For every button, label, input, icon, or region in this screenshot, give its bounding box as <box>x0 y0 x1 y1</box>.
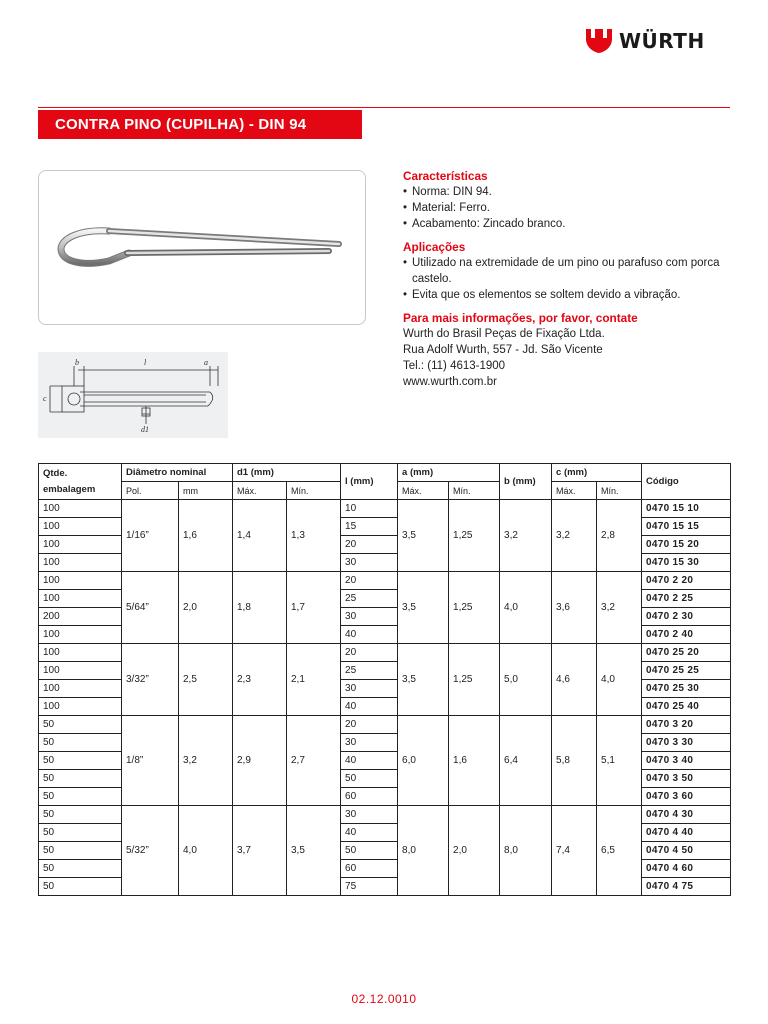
header-l: l (mm) <box>341 464 398 500</box>
table-row <box>39 716 731 734</box>
dim-label-c: c <box>43 394 47 403</box>
cell-c-min: 2,8 <box>597 500 642 572</box>
cell-qtde: 100 <box>39 590 122 608</box>
cell-qtde: 100 <box>39 572 122 590</box>
subheader-a-min: Mín. <box>449 482 500 500</box>
cell-codigo: 0470 15 30 <box>642 554 731 572</box>
spec-table <box>38 463 731 896</box>
cell-qtde: 100 <box>39 554 122 572</box>
cell-pol: 5/32” <box>122 806 179 896</box>
cell-codigo: 0470 25 20 <box>642 644 731 662</box>
cell-l: 20 <box>341 716 398 734</box>
cell-a-max: 3,5 <box>398 572 449 644</box>
cell-qtde: 200 <box>39 608 122 626</box>
cell-qtde: 100 <box>39 518 122 536</box>
cell-codigo: 0470 3 30 <box>642 734 731 752</box>
cell-c-min: 5,1 <box>597 716 642 806</box>
cell-l: 40 <box>341 752 398 770</box>
cell-mm: 3,2 <box>179 716 233 806</box>
dim-label-b: b <box>75 358 79 367</box>
cell-codigo: 0470 4 30 <box>642 806 731 824</box>
cell-pol: 1/8” <box>122 716 179 806</box>
cell-l: 40 <box>341 824 398 842</box>
cell-mm: 4,0 <box>179 806 233 896</box>
cell-codigo: 0470 3 60 <box>642 788 731 806</box>
cell-qtde: 50 <box>39 878 122 896</box>
cell-codigo: 0470 15 10 <box>642 500 731 518</box>
cell-l: 30 <box>341 734 398 752</box>
cell-codigo: 0470 25 30 <box>642 680 731 698</box>
contato-company: Wurth do Brasil Peças de Fixação Ltda. <box>403 328 605 340</box>
list-item: • Utilizado na extremidade de um pino ou parafuso com porca castelo. <box>403 255 733 287</box>
header-d1: d1 (mm) <box>233 464 341 482</box>
cell-codigo: 0470 4 60 <box>642 860 731 878</box>
cell-codigo: 0470 4 75 <box>642 878 731 896</box>
cell-l: 15 <box>341 518 398 536</box>
brand-name: WÜRTH <box>619 29 705 53</box>
cell-d1-max: 3,7 <box>233 806 287 896</box>
spec-table-body <box>39 500 731 896</box>
cell-d1-min: 2,7 <box>287 716 341 806</box>
cell-l: 60 <box>341 860 398 878</box>
cell-c-min: 4,0 <box>597 644 642 716</box>
dim-label-l: l <box>144 358 147 367</box>
cell-codigo: 0470 3 40 <box>642 752 731 770</box>
cell-c-min: 6,5 <box>597 806 642 896</box>
cell-codigo: 0470 25 40 <box>642 698 731 716</box>
info-panel <box>403 168 733 390</box>
aplicacoes-heading: Aplicações <box>403 240 466 254</box>
header-a: a (mm) <box>398 464 500 482</box>
cell-d1-max: 2,9 <box>233 716 287 806</box>
table-row <box>39 500 731 518</box>
table-header-row <box>39 464 731 482</box>
cell-a-max: 3,5 <box>398 500 449 572</box>
title-rule <box>38 107 730 108</box>
dim-label-a: a <box>204 358 208 367</box>
wurth-emblem-icon <box>585 28 613 54</box>
cell-qtde: 100 <box>39 662 122 680</box>
cell-b: 8,0 <box>500 806 552 896</box>
cell-b: 6,4 <box>500 716 552 806</box>
cell-c-max: 3,2 <box>552 500 597 572</box>
cell-d1-min: 1,7 <box>287 572 341 644</box>
cell-pol: 3/32” <box>122 644 179 716</box>
cell-mm: 2,0 <box>179 572 233 644</box>
dimension-drawing <box>38 352 228 438</box>
header-diametro: Diâmetro nominal <box>122 464 233 482</box>
cell-qtde: 100 <box>39 626 122 644</box>
wurth-logo <box>585 28 705 54</box>
cell-d1-min: 3,5 <box>287 806 341 896</box>
cell-a-max: 3,5 <box>398 644 449 716</box>
list-item: • Acabamento: Zincado branco. <box>403 216 733 232</box>
cell-l: 30 <box>341 554 398 572</box>
cell-l: 30 <box>341 608 398 626</box>
cell-qtde: 50 <box>39 734 122 752</box>
cell-codigo: 0470 15 20 <box>642 536 731 554</box>
cell-pol: 1/16” <box>122 500 179 572</box>
cell-b: 3,2 <box>500 500 552 572</box>
cell-qtde: 50 <box>39 770 122 788</box>
cell-l: 25 <box>341 662 398 680</box>
cell-d1-min: 2,1 <box>287 644 341 716</box>
cell-qtde: 100 <box>39 680 122 698</box>
cell-l: 20 <box>341 572 398 590</box>
header-qtde: Qtde. embalagem <box>39 464 122 500</box>
subheader-d1-max: Máx. <box>233 482 287 500</box>
cell-d1-max: 1,8 <box>233 572 287 644</box>
subheader-pol: Pol. <box>122 482 179 500</box>
contato-website[interactable]: www.wurth.com.br <box>403 376 497 388</box>
cell-codigo: 0470 2 20 <box>642 572 731 590</box>
cell-qtde: 50 <box>39 806 122 824</box>
cell-qtde: 100 <box>39 698 122 716</box>
cell-l: 30 <box>341 680 398 698</box>
cell-d1-max: 2,3 <box>233 644 287 716</box>
header-codigo: Código <box>642 464 731 500</box>
cell-a-min: 1,25 <box>449 572 500 644</box>
list-item: • Material: Ferro. <box>403 200 733 216</box>
cell-l: 25 <box>341 590 398 608</box>
cell-qtde: 100 <box>39 536 122 554</box>
cell-b: 4,0 <box>500 572 552 644</box>
caracteristicas-list <box>403 184 733 232</box>
cell-codigo: 0470 25 25 <box>642 662 731 680</box>
cell-qtde: 50 <box>39 824 122 842</box>
header-c: c (mm) <box>552 464 642 482</box>
cell-a-min: 1,25 <box>449 644 500 716</box>
cell-l: 60 <box>341 788 398 806</box>
cell-codigo: 0470 2 30 <box>642 608 731 626</box>
contato-heading: Para mais informações, por favor, contate <box>403 311 638 325</box>
cell-codigo: 0470 3 20 <box>642 716 731 734</box>
cell-mm: 2,5 <box>179 644 233 716</box>
cell-l: 50 <box>341 842 398 860</box>
cell-pol: 5/64” <box>122 572 179 644</box>
contato-address: Rua Adolf Wurth, 557 - Jd. São Vicente <box>403 344 603 356</box>
cell-codigo: 0470 3 50 <box>642 770 731 788</box>
cell-d1-min: 1,3 <box>287 500 341 572</box>
list-item: • Norma: DIN 94. <box>403 184 733 200</box>
subheader-a-max: Máx. <box>398 482 449 500</box>
page-title: CONTRA PINO (CUPILHA) - DIN 94 <box>38 110 362 139</box>
cotter-pin-image <box>39 171 366 325</box>
caracteristicas-heading: Características <box>403 169 488 183</box>
technical-diagram <box>38 352 228 438</box>
list-item: • Evita que os elementos se soltem devido a vibração. <box>403 287 733 303</box>
cell-qtde: 100 <box>39 644 122 662</box>
cell-qtde: 100 <box>39 500 122 518</box>
cell-a-min: 1,6 <box>449 716 500 806</box>
cell-c-max: 5,8 <box>552 716 597 806</box>
cell-l: 40 <box>341 698 398 716</box>
cell-c-max: 3,6 <box>552 572 597 644</box>
cell-qtde: 50 <box>39 752 122 770</box>
cell-mm: 1,6 <box>179 500 233 572</box>
table-row <box>39 572 731 590</box>
cell-qtde: 50 <box>39 842 122 860</box>
cell-codigo: 0470 2 40 <box>642 626 731 644</box>
cell-b: 5,0 <box>500 644 552 716</box>
subheader-mm: mm <box>179 482 233 500</box>
contato-phone: Tel.: (11) 4613-1900 <box>403 360 506 372</box>
cell-codigo: 0470 15 15 <box>642 518 731 536</box>
dim-label-d1: d1 <box>141 425 149 434</box>
cell-l: 20 <box>341 644 398 662</box>
subheader-d1-min: Mín. <box>287 482 341 500</box>
cell-codigo: 0470 2 25 <box>642 590 731 608</box>
cell-a-max: 6,0 <box>398 716 449 806</box>
cell-l: 30 <box>341 806 398 824</box>
cell-l: 50 <box>341 770 398 788</box>
cell-l: 10 <box>341 500 398 518</box>
cell-l: 40 <box>341 626 398 644</box>
cell-codigo: 0470 4 50 <box>642 842 731 860</box>
cell-a-min: 1,25 <box>449 500 500 572</box>
subheader-c-max: Máx. <box>552 482 597 500</box>
aplicacoes-list <box>403 255 733 303</box>
cell-a-max: 8,0 <box>398 806 449 896</box>
cell-d1-max: 1,4 <box>233 500 287 572</box>
cell-qtde: 50 <box>39 788 122 806</box>
table-row <box>39 806 731 824</box>
cell-c-max: 4,6 <box>552 644 597 716</box>
cell-c-max: 7,4 <box>552 806 597 896</box>
table-row <box>39 644 731 662</box>
cell-qtde: 50 <box>39 716 122 734</box>
cell-l: 75 <box>341 878 398 896</box>
footer-date: 02.12.0010 <box>351 992 417 1006</box>
cell-codigo: 0470 4 40 <box>642 824 731 842</box>
product-photo <box>38 170 366 325</box>
subheader-c-min: Mín. <box>597 482 642 500</box>
cell-qtde: 50 <box>39 860 122 878</box>
header-b: b (mm) <box>500 464 552 500</box>
cell-l: 20 <box>341 536 398 554</box>
cell-c-min: 3,2 <box>597 572 642 644</box>
cell-a-min: 2,0 <box>449 806 500 896</box>
